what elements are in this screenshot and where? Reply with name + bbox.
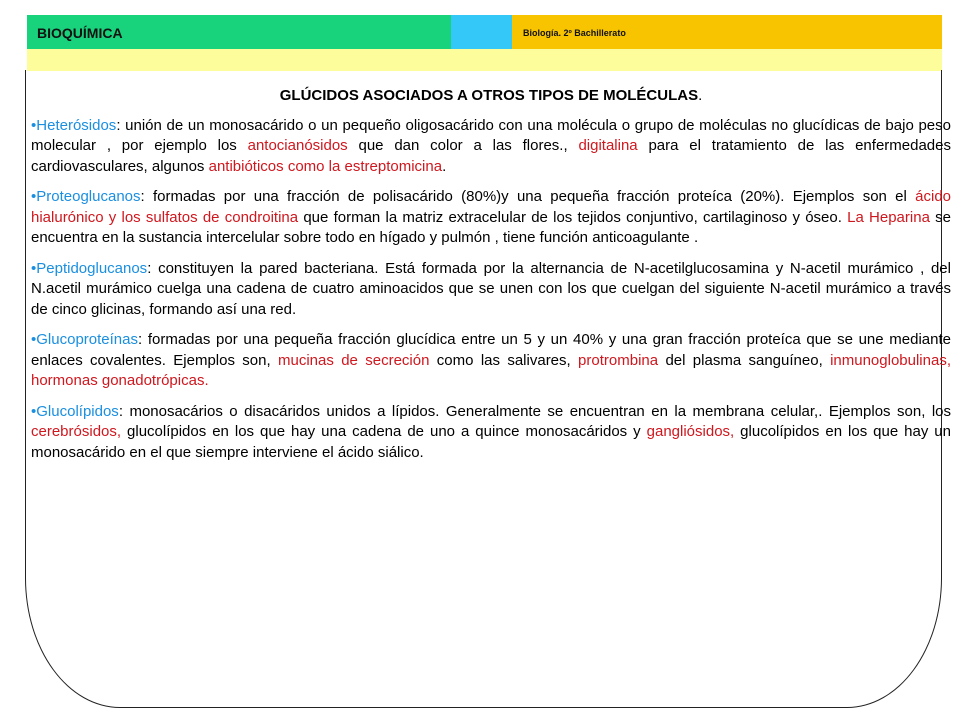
bullet: • xyxy=(31,259,37,277)
text: : constituyen la pared bacteriana. Está formada por la alternancia de N-acetilglucosamina y N-acetil murámico , del N.acetil murámico cuelga una cadena de cuatro aminoacidos que se unen con los que cuelgan del siguiente N-acetil murámico a través de cinco glicinas, formando así una red. xyxy=(31,259,951,318)
bullet: • xyxy=(31,331,37,348)
text: : formadas por una pequeña fracción glucídica entre un 5 y un 40% y una gran fracción proteíca que se une mediante enlaces covalentes. Ejemplos son, xyxy=(31,331,951,369)
term-label: Glucolípidos xyxy=(36,402,119,420)
highlight: gangliósidos, xyxy=(646,423,735,440)
slide-content xyxy=(31,86,951,473)
header-bar-cyan xyxy=(451,15,512,49)
text: glucolípidos en los que hay una cadena de uno a quince monosacáridos y xyxy=(121,423,647,440)
highlight: antocianósidos xyxy=(247,137,348,154)
paragraph-peptidoglucanos xyxy=(31,259,951,321)
bullet: • xyxy=(31,116,37,134)
term-label: Glucoproteínas xyxy=(36,331,138,348)
highlight: digitalina xyxy=(578,137,638,154)
term-label: Peptidoglucanos xyxy=(36,259,148,277)
section-title: BIOQUÍMICA xyxy=(37,25,123,41)
term-label: Proteoglucanos xyxy=(36,188,141,205)
highlight: cerebrósidos, xyxy=(31,423,122,440)
text: . xyxy=(442,157,447,175)
text: : formadas por una fracción de polisacárido (80%)y una pequeña fracción proteíca (20%). Ejemplos son el xyxy=(140,188,916,205)
text: : unión de un monosacárido o un pequeño oligosacárido con una molécula o grupo de moléculas no glucídicas de bajo peso molecular , por ejemplo los xyxy=(31,116,951,154)
highlight: antibióticos como la estreptomicina xyxy=(208,157,443,175)
highlight: inmunoglobulinas, hormonas gonadotrópicas. xyxy=(31,351,951,389)
paragraph-proteoglucanos xyxy=(31,187,951,249)
paragraph-glucolipidos xyxy=(31,402,951,464)
text: como las salivares, xyxy=(429,351,579,369)
slide-title-period: . xyxy=(698,87,703,104)
text: que dan color a las flores., xyxy=(347,137,579,154)
bullet: • xyxy=(31,402,37,420)
text: glucolípidos en los que hay un monosacárido en el que siempre interviene el ácido siálico. xyxy=(31,423,951,461)
bullet: • xyxy=(31,188,37,205)
text: que forman la matriz extracelular de los tejidos conjuntivo, cartilaginoso y óseo. xyxy=(298,208,848,226)
highlight: La Heparina xyxy=(847,208,930,226)
highlight: protrombina xyxy=(578,351,659,369)
paragraph-glucoproteinas xyxy=(31,330,951,392)
slide-title xyxy=(31,86,951,107)
highlight: mucinas de secreción xyxy=(278,351,430,369)
text: : monosacários o disacáridos unidos a lípidos. Generalmente se encuentran en la membrana celular,. Ejemplos son, los xyxy=(118,402,951,420)
slide-title-text: GLÚCIDOS ASOCIADOS A OTROS TIPOS DE MOLÉCULAS xyxy=(279,87,699,104)
text: para el tratamiento de las enfermedades cardiovasculares, algunos xyxy=(31,137,951,175)
course-label: Biología. 2º Bachillerato xyxy=(523,28,626,38)
text: se encuentra en la sustancia intercelular sobre todo en hígado y pulmón , tiene función anticoagulante . xyxy=(31,208,951,246)
paragraph-heterosidos xyxy=(31,116,951,178)
text: del plasma sanguíneo, xyxy=(658,351,831,369)
highlight: ácido hialurónico y los sulfatos de condroitina xyxy=(31,188,951,226)
term-label: Heterósidos xyxy=(36,116,117,134)
header-strip xyxy=(27,49,942,71)
